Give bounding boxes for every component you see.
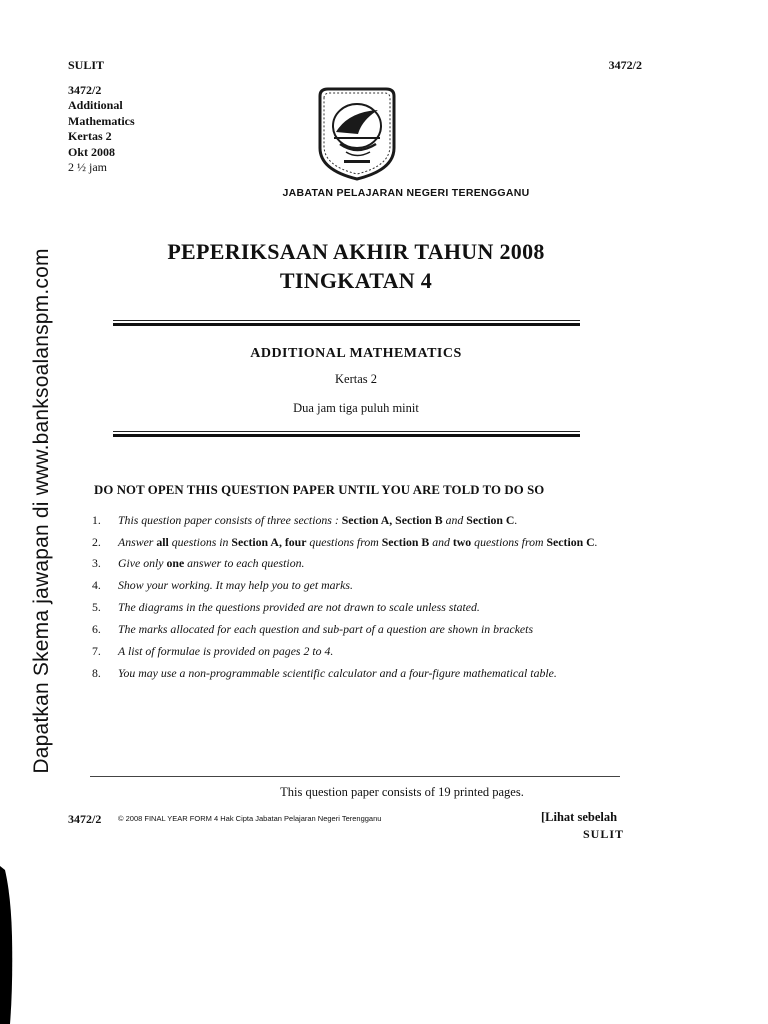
- subject-name: ADDITIONAL MATHEMATICS: [250, 346, 462, 361]
- instruction-item: [92, 556, 632, 570]
- instruction-number: 5.: [92, 600, 101, 614]
- instruction-item: [92, 600, 632, 614]
- instruction-item: [92, 578, 632, 592]
- instruction-text: A list of formulae is provided on pages 2 to 4.: [118, 644, 334, 658]
- exam-title-line-1: PEPERIKSAAN AKHIR TAHUN 2008: [167, 239, 545, 264]
- exam-title: [0, 237, 712, 295]
- divider-top: [113, 320, 580, 326]
- paper-code: 3472/2: [68, 82, 102, 97]
- exam-time: 2 ½ jam: [68, 160, 107, 174]
- instruction-number: 7.: [92, 644, 101, 658]
- instructions-list: [92, 513, 632, 688]
- paper-header-block: [68, 58, 135, 176]
- instruction-text: You may use a non-programmable scientific calculator and a four-figure mathematical table.: [118, 666, 557, 680]
- warning-notice: DO NOT OPEN THIS QUESTION PAPER UNTIL YOU ARE TOLD TO DO SO: [94, 483, 545, 497]
- instruction-text: The diagrams in the questions provided are not drawn to scale unless stated.: [118, 600, 480, 614]
- subject-duration: Dua jam tiga puluh minit: [293, 401, 419, 415]
- instruction-text: Give only one answer to each question.: [118, 556, 305, 570]
- instruction-item: [92, 666, 632, 680]
- paper-code-right: 3472/2: [608, 58, 642, 72]
- page-count-note: This question paper consists of 19 printed pages.: [280, 785, 524, 799]
- instruction-item: [92, 535, 632, 549]
- copyright-notice: © 2008 FINAL YEAR FORM 4 Hak Cipta Jabatan Pelajaran Negeri Terengganu: [118, 814, 382, 823]
- instruction-item: [92, 513, 632, 527]
- instruction-text: Answer all questions in Section A, four questions from Section B and two questions from Section C.: [118, 535, 598, 549]
- exam-title-line-2: TINGKATAN 4: [279, 268, 433, 293]
- turn-over-note: [Lihat sebelah: [541, 810, 618, 824]
- department-name: JABATAN PELAJARAN NEGERI TERENGGANU: [282, 187, 530, 199]
- footer-divider: [90, 776, 620, 777]
- exam-date: Okt 2008: [68, 144, 116, 159]
- state-education-crest-icon: [314, 86, 400, 182]
- classification-label-bottom: SULIT: [583, 827, 625, 841]
- instruction-number: 2.: [92, 535, 101, 549]
- instruction-text: The marks allocated for each question and sub-part of a question are shown in brackets: [118, 622, 534, 636]
- divider-bottom: [113, 431, 580, 437]
- instruction-number: 8.: [92, 666, 101, 680]
- side-watermark-text: Dapatkan Skema jawapan di www.banksoalanspm.com: [30, 248, 53, 774]
- subject-line-2: Mathematics: [68, 113, 135, 128]
- subject-paper: Kertas 2: [335, 372, 377, 386]
- instruction-item: [92, 644, 632, 658]
- paper-number: Kertas 2: [68, 129, 112, 143]
- instruction-number: 4.: [92, 578, 101, 592]
- instruction-item: [92, 622, 632, 636]
- scan-edge-mark: [0, 866, 13, 1024]
- subject-line-1: Additional: [68, 98, 123, 112]
- instruction-text: Show your working. It may help you to get marks.: [118, 578, 353, 592]
- footer-paper-code: 3472/2: [68, 812, 102, 826]
- instruction-number: 3.: [92, 556, 101, 570]
- instruction-text: This question paper consists of three sections : Section A, Section B and Section C.: [118, 513, 518, 527]
- instruction-number: 1.: [92, 513, 101, 527]
- instruction-number: 6.: [92, 622, 101, 636]
- classification-label: SULIT: [68, 58, 105, 72]
